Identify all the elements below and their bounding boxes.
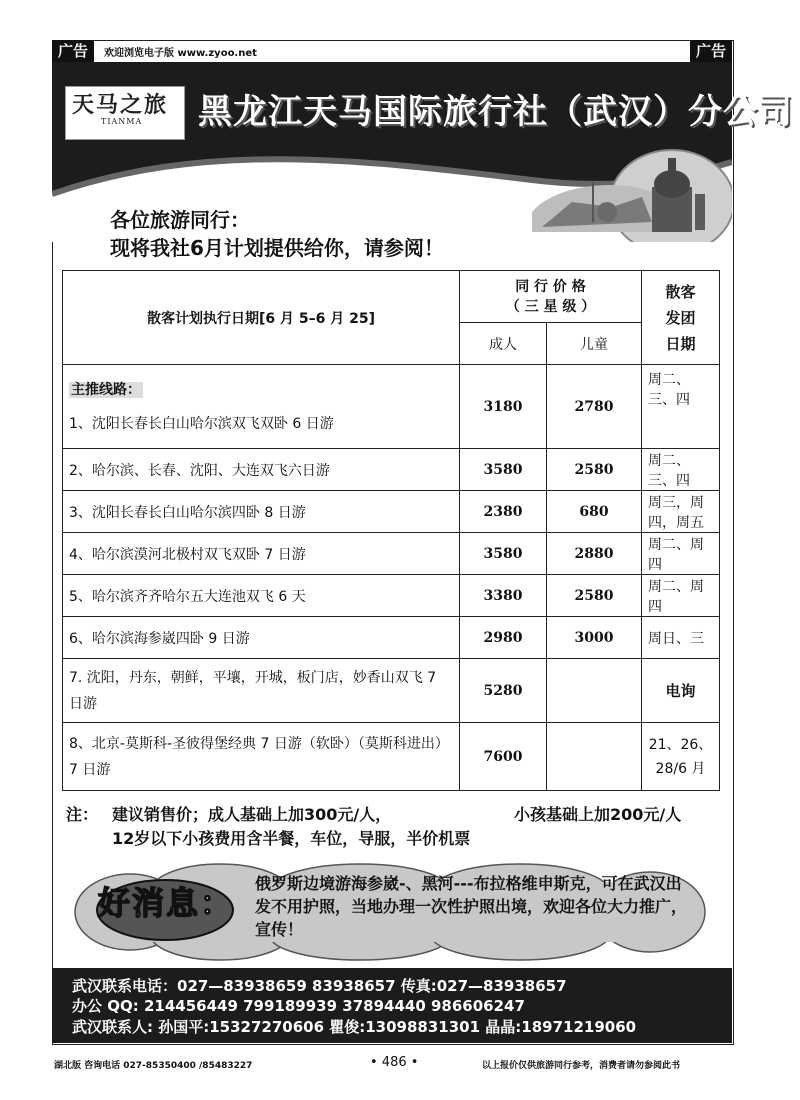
price-header — [460, 271, 642, 323]
days-header-2: 发团 — [665, 308, 696, 327]
child-price — [547, 659, 642, 723]
child-price: 2780 — [547, 365, 642, 449]
logo-calligraphy: 天马之旅 — [72, 92, 169, 118]
footer-edition: 湖北版 咨询电话 027-85350400 /85483227 — [54, 1061, 253, 1071]
table-row — [63, 723, 720, 791]
child-price: 2580 — [547, 575, 642, 617]
note-prefix: 注： — [66, 805, 99, 824]
route-name: 7. 沈阳，丹东，朝鲜，平壤，开城，板门店，妙香山双飞 7 日游 — [63, 659, 460, 723]
departure-days: 周二、三、四 — [642, 365, 720, 449]
table-header-row — [63, 271, 720, 323]
period-label: 散客计划执行日期[6 月 5–6 月 25] — [63, 271, 460, 365]
route-name: 8、北京-莫斯科-圣彼得堡经典 7 日游（软卧）（莫斯科进出）7 日游 — [63, 723, 460, 791]
route-name: 2、哈尔滨、长春、沈阳、大连双飞六日游 — [63, 449, 460, 491]
table-row — [63, 659, 720, 723]
greeting-line1: 各位旅游同行： — [110, 208, 250, 232]
route-name: 1、沈阳长春长白山哈尔滨双飞双卧 6 日游 — [69, 416, 334, 432]
child-price — [547, 723, 642, 791]
departure-days: 周二、周四 — [642, 575, 720, 617]
child-header: 儿童 — [547, 323, 642, 365]
company-name: 黑龙江天马国际旅行社（武汉）分公司 — [198, 92, 793, 132]
route-cell-1 — [63, 365, 460, 449]
departure-days: 周二、三、四 — [642, 449, 720, 491]
welcome-text[interactable]: 欢迎浏览电子版 www.zyoo.net — [104, 48, 257, 59]
child-price: 3000 — [547, 617, 642, 659]
adult-header: 成人 — [460, 323, 547, 365]
adult-price: 3380 — [460, 575, 547, 617]
contact-phone: 武汉联系电话：027—83938659 83938657 传真:027—83938657 — [72, 977, 567, 995]
footer-disclaimer: 以上报价仅供旅游同行参考，消费者请勿参阅此书 — [482, 1061, 681, 1071]
table-row — [63, 491, 720, 533]
price-header-line1: 同 行 价 格 — [515, 278, 586, 295]
adult-price: 2980 — [460, 617, 547, 659]
child-price: 680 — [547, 491, 642, 533]
ad-label-left: 广告 — [52, 40, 94, 62]
good-news-text: 俄罗斯边境游海参崴-、黑河---布拉格维申斯克，可在武汉出发不用护照，当地办理一次性护照出境，欢迎各位大力推广，宣传！ — [255, 874, 688, 939]
departure-days: 21、26、28/6 月 — [642, 723, 720, 791]
table-row — [63, 533, 720, 575]
note-adult: 建议销售价；成人基础上加300元/人， — [112, 805, 392, 824]
table-row — [63, 617, 720, 659]
days-header-3: 日期 — [665, 334, 696, 353]
adult-price: 3580 — [460, 533, 547, 575]
adult-price: 7600 — [460, 723, 547, 791]
adult-price: 3580 — [460, 449, 547, 491]
departure-days: 周日、三 — [642, 617, 720, 659]
route-name: 3、沈阳长春长白山哈尔滨四卧 8 日游 — [63, 491, 460, 533]
main-routes-tag: 主推线路： — [71, 382, 141, 398]
greeting-line2: 现将我社6月计划提供给你，请参阅！ — [110, 236, 444, 260]
adult-price: 3180 — [460, 365, 547, 449]
child-price: 2880 — [547, 533, 642, 575]
route-name: 4、哈尔滨漠河北极村双飞双卧 7 日游 — [63, 533, 460, 575]
good-news-title: 好消息： — [98, 884, 235, 922]
departure-days: 电询 — [642, 659, 720, 723]
table-row — [63, 449, 720, 491]
tour-plan-table — [62, 270, 720, 791]
contact-qq: 办公 QQ: 214456449 799189939 37894440 986606247 — [72, 997, 525, 1015]
logo-english: TIANMA — [101, 117, 143, 126]
child-price: 2580 — [547, 449, 642, 491]
departure-days: 周三，周四，周五 — [642, 491, 720, 533]
table-row — [63, 365, 720, 449]
contact-people: 武汉联系人: 孙国平:15327270606 瞿俊:13098831301 晶晶:18971219060 — [72, 1018, 637, 1036]
note-child: 小孩基础上加200元/人 — [514, 805, 682, 824]
route-name: 5、哈尔滨齐齐哈尔五大连池双飞 6 天 — [63, 575, 460, 617]
price-header-line2: （ 三 星 级 ） — [505, 298, 596, 315]
adult-price: 2380 — [460, 491, 547, 533]
departure-days: 周二、周四 — [642, 533, 720, 575]
table-row — [63, 575, 720, 617]
note-line2: 12岁以下小孩费用含半餐，车位，导服，半价机票 — [112, 829, 471, 848]
ad-label-right: 广告 — [690, 40, 732, 62]
adult-price: 5280 — [460, 659, 547, 723]
days-header — [642, 271, 720, 365]
days-header-1: 散客 — [665, 282, 696, 301]
page-number: • 486 • — [370, 1055, 419, 1070]
route-name: 6、哈尔滨海参崴四卧 9 日游 — [63, 617, 460, 659]
